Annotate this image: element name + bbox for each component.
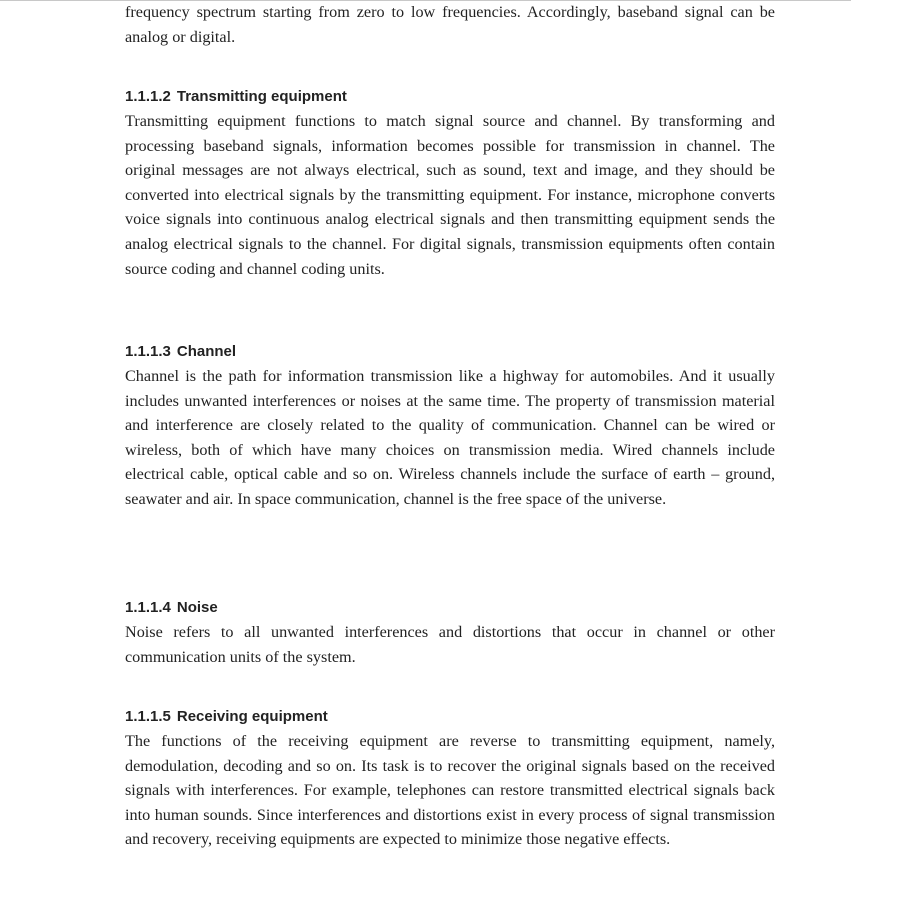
section-title: Channel — [176, 343, 237, 360]
section-body: The functions of the receiving equipment are reverse to transmitting equipment, namely, demodulation, decoding and so on. Its task is to recover the original signals based on the received signals with interferences. For example, telephones can restore transmitted electrical signals back into human sounds. Since interferences and distortions exist in every process of signal transmission and recovery, receiving equipments are expected to minimize those negative effects. — [125, 732, 775, 849]
section-title: Receiving equipment — [176, 708, 328, 725]
section-channel — [125, 340, 775, 512]
section-number: 1.1.1.3 — [125, 343, 171, 360]
section-title: Noise — [176, 599, 218, 616]
section-title: Transmitting equipment — [176, 88, 347, 105]
section-number: 1.1.1.2 — [125, 88, 171, 105]
section-noise — [125, 596, 775, 669]
section-number: 1.1.1.4 — [125, 599, 171, 616]
section-heading — [125, 85, 775, 109]
section-body: Noise refers to all unwanted interferences and distortions that occur in channel or other communication units of the system. — [125, 623, 775, 666]
section-heading — [125, 596, 775, 620]
section-body: Channel is the path for information transmission like a highway for automobiles. And it usually includes unwanted interferences or noises at the same time. The property of transmission material and interference are closely related to the quality of communication. Channel can be wired or wireless, both of which have many choices on transmission media. Wired channels include electrical cable, optical cable and so on. Wireless channels include the surface of earth – ground, seawater and air. In space communication, channel is the free space of the universe. — [125, 367, 775, 508]
section-transmitting-equipment — [125, 85, 775, 281]
section-heading — [125, 340, 775, 364]
section-body: Transmitting equipment functions to match signal source and channel. By transforming and processing baseband signals, information becomes possible for transmission in channel. The original messages are not always electrical, such as sound, text and image, and they should be converted into electrical signals by the transmitting equipment. For instance, microphone converts voice signals into continuous analog electrical signals and then transmitting equipment sends the analog electrical signals to the channel. For digital signals, transmission equipments often contain source coding and channel coding units. — [125, 112, 775, 278]
section-receiving-equipment — [125, 705, 775, 852]
intro-paragraph: frequency spectrum starting from zero to low frequencies. Accordingly, baseband signal can be analog or digital. — [125, 3, 775, 46]
section-number: 1.1.1.5 — [125, 708, 171, 725]
section-heading — [125, 705, 775, 729]
